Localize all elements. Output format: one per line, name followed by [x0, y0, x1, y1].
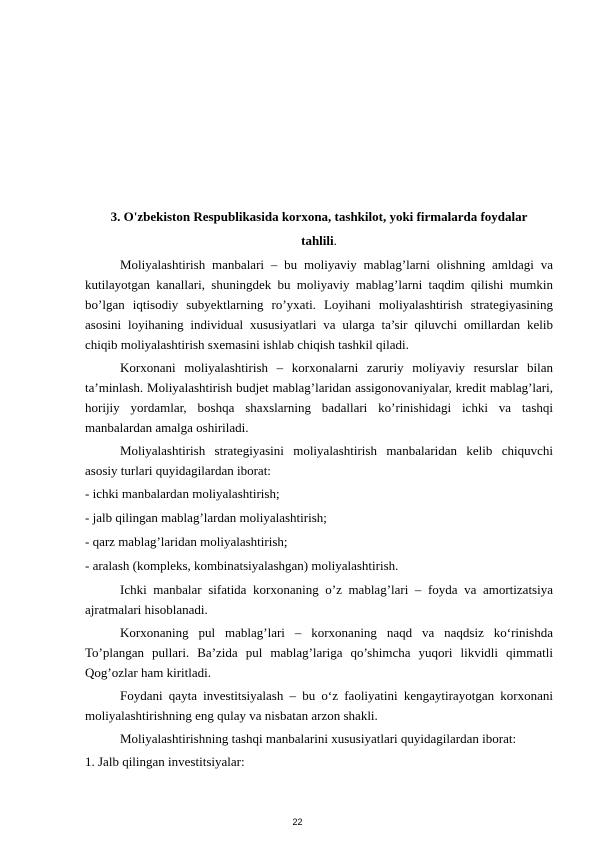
page-number: 22: [292, 817, 303, 827]
document-page: [85, 205, 553, 776]
paragraph: Korxonaning pul mablag’lari – korxonaning naqd va naqdsiz ko‘rinishda To’plangan pullari. Ba’zida pul mablag’lariga qo’shimcha yuqori likvidli qimmatli Qog’ozlar ham kiritladi.: [85, 625, 553, 680]
paragraph: Moliyalashtirish strategiyasini moliyalashtirish manbalaridan kelib chiquvchi asosiy turlari quyidagilardan iborat:: [85, 443, 553, 478]
list-item: - ichki manbalardan moliyalashtirish;: [85, 486, 280, 501]
numbered-list-item: 1. Jalb qilingan investitsiyalar:: [85, 754, 245, 769]
section-heading: [85, 205, 553, 253]
paragraph: Ichki manbalar sifatida korxonaning o’z mablag’lari – foyda va amortizatsiya ajratmalari hisoblanadi.: [85, 582, 553, 617]
paragraph: Korxonani moliyalashtirish – korxonalarni zaruriy moliyaviy resurslar bilan ta’minlash. Moliyalashtirish budjet mablag’laridan assigonovaniyalar, kredit mablag’lari, horijiy yordamlar, boshqa shaxslarning badallari ko’rinishidagi ichki va tashqi manbalardan amalga oshiriladi.: [85, 360, 553, 435]
paragraph: Moliyalashtirishning tashqi manbalarini xususiyatlari quyidagilardan iborat:: [120, 731, 517, 746]
list-item: - aralash (kompleks, kombinatsiyalashgan) moliyalashtirish.: [85, 558, 399, 573]
paragraph: Moliyalashtirish manbalari – bu moliyaviy mablag’larni olishning amldagi va kutilayotgan kanallari, shuningdek bu moliyaviy mablag’larni taqdim qilishi mumkin bo’lgan iqtisodiy subyektlarning ro’yxati. Loyihani moliyalashtirish strategiyasining asosini loyihaning individual xususiyatlari va ularga ta’sir qiluvchi omillardan kelib chiqib moliyalashtirish sxemasini ishlab chiqish tashkil qiladi.: [85, 257, 553, 352]
section-heading-period: .: [333, 233, 337, 248]
list-item: - jalb qilingan mablag’lardan moliyalashtirish;: [85, 510, 327, 525]
section-heading-word: tahlili: [301, 233, 334, 248]
paragraph: Foydani qayta investitsiyalash – bu o‘z faoliyatini kengaytirayotgan korxonani moliyalashtirishning eng qulay va nisbatan arzon shakli.: [85, 688, 553, 723]
list-item: - qarz mablag’laridan moliyalashtirish;: [85, 534, 288, 549]
section-heading-line-2: [85, 229, 553, 253]
section-heading-line-1: 3. O'zbekiston Respublikasida korxona, tashkilot, yoki firmalarda foydalar: [110, 209, 528, 224]
